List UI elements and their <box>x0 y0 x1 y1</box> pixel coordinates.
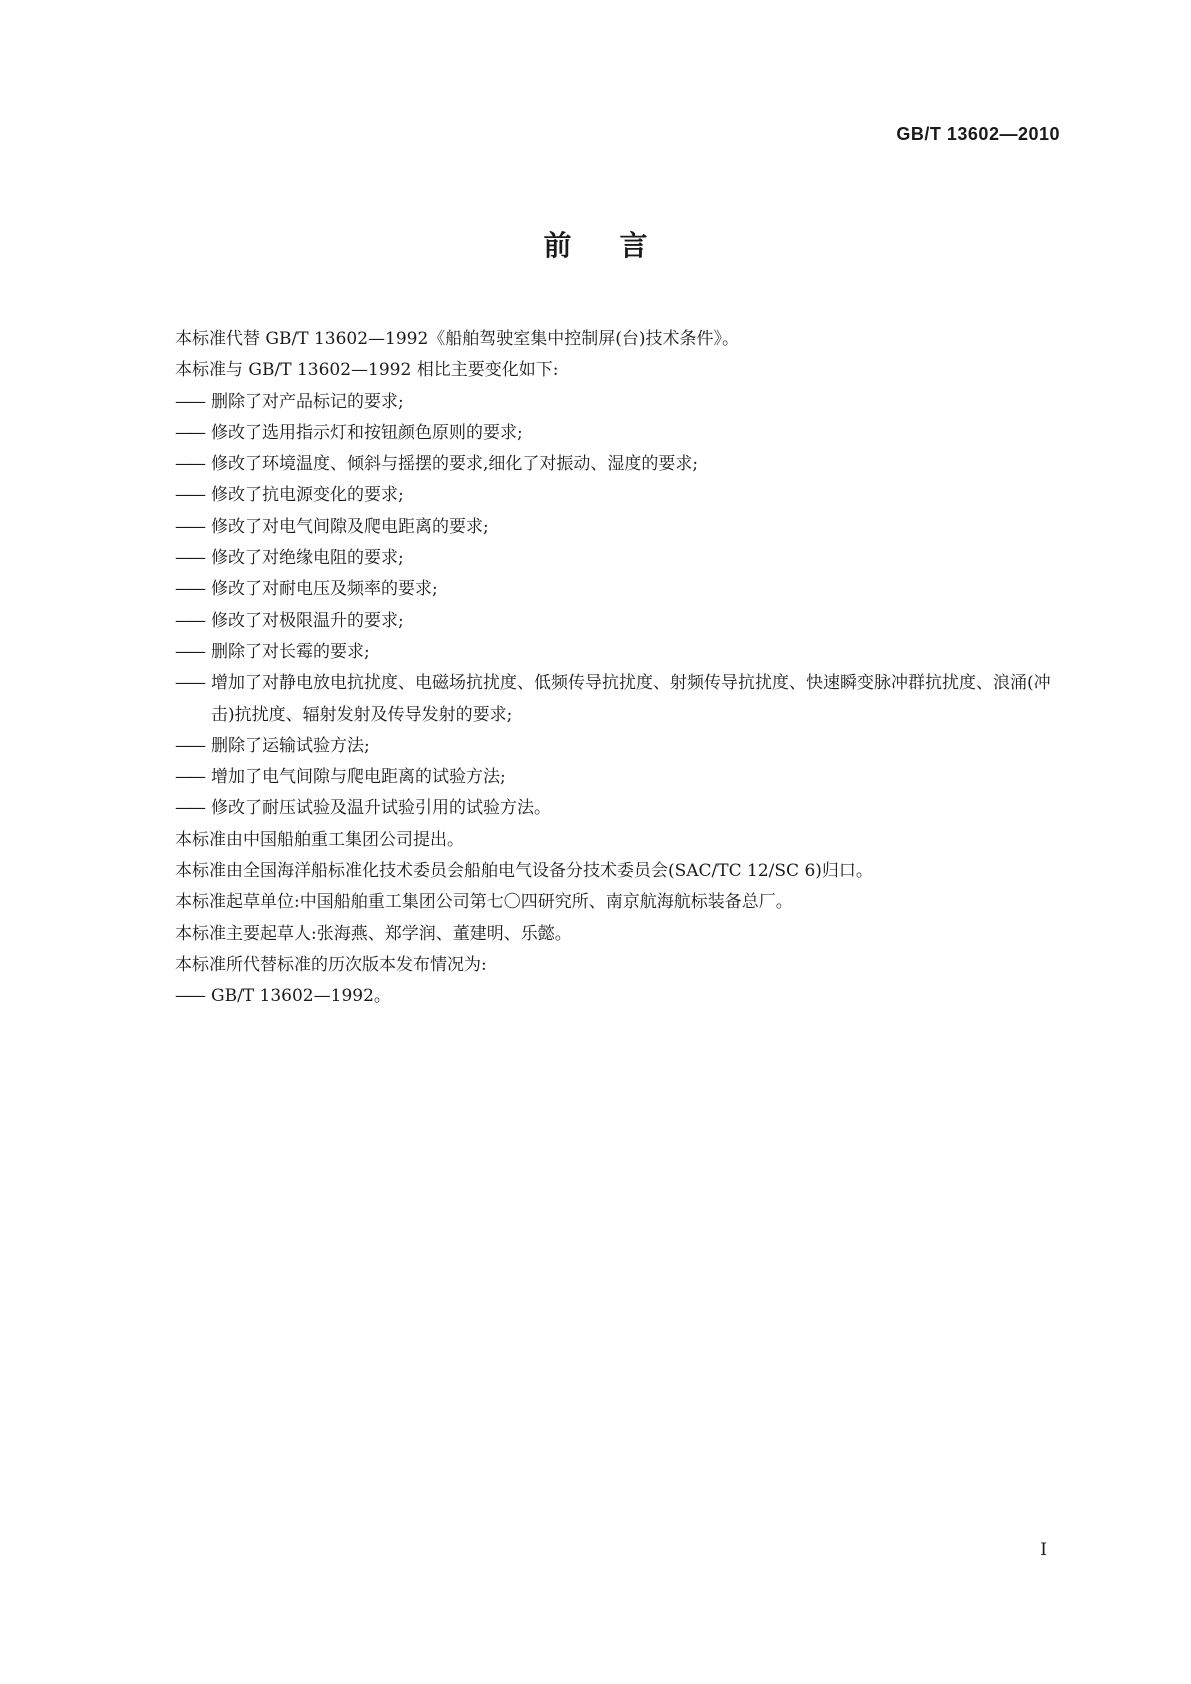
list-item <box>175 543 1067 574</box>
standard-number: GB/T 13602—2010 <box>896 124 1060 144</box>
dash-marker: —— <box>175 422 203 443</box>
dash-marker: —— <box>175 454 203 475</box>
page-number: I <box>1040 1540 1047 1560</box>
list-item-text: 修改了对电气间隙及爬电距离的要求; <box>211 516 489 537</box>
dash-marker: —— <box>175 391 203 412</box>
paragraph: 本标准主要起草人:张海燕、郑学润、董建明、乐懿。 <box>175 923 572 944</box>
list-item-text: 修改了对绝缘电阻的要求; <box>211 548 404 569</box>
paragraph: 本标准由全国海洋船标准化技术委员会船舶电气设备分技术委员会(SAC/TC 12/SC 6)归口。 <box>175 861 873 882</box>
list-item-text: 修改了环境温度、倾斜与摇摆的要求,细化了对振动、湿度的要求; <box>211 454 699 475</box>
dash-marker: —— <box>175 485 203 506</box>
paragraph: 本标准所代替标准的历次版本发布情况为: <box>175 954 487 975</box>
dash-marker: —— <box>175 579 203 600</box>
list-item-text: 修改了选用指示灯和按钮颜色原则的要求; <box>211 422 523 443</box>
list-item <box>175 731 1067 762</box>
list-item-text: 修改了对耐电压及频率的要求; <box>211 579 438 600</box>
dash-marker: —— <box>175 548 203 569</box>
dash-marker: —— <box>175 735 203 756</box>
list-item-text: 删除了运输试验方法; <box>211 735 370 756</box>
list-item <box>175 762 1067 793</box>
dash-marker: —— <box>175 610 203 631</box>
page-title: 前言 <box>543 229 696 262</box>
list-item-text: 删除了对长霉的要求; <box>211 641 370 662</box>
list-item-text: 增加了电气间隙与爬电距离的试验方法; <box>211 767 506 788</box>
list-item <box>175 606 1067 637</box>
paragraph: 本标准起草单位:中国船舶重工集团公司第七〇四研究所、南京航海航标装备总厂。 <box>175 892 793 913</box>
list-item <box>175 387 1067 418</box>
dash-marker: —— <box>175 986 203 1007</box>
list-item <box>175 574 1067 605</box>
foreword-body <box>175 324 1067 1013</box>
list-item-text: 删除了对产品标记的要求; <box>211 391 404 412</box>
list-item <box>175 793 1067 824</box>
list-item <box>175 449 1067 480</box>
list-item <box>175 637 1067 668</box>
list-item <box>175 418 1067 449</box>
paragraph: 本标准与 GB/T 13602—1992 相比主要变化如下: <box>175 360 559 381</box>
dash-marker: —— <box>175 641 203 662</box>
dash-marker: —— <box>175 516 203 537</box>
list-item <box>175 668 1067 731</box>
dash-marker: —— <box>175 798 203 819</box>
list-item-text: 增加了对静电放电抗扰度、电磁场抗扰度、低频传导抗扰度、射频传导抗扰度、快速瞬变脉冲群抗扰度、浪涌(冲击)抗扰度、辐射发射及传导发射的要求; <box>211 673 1051 725</box>
list-item-text: 修改了抗电源变化的要求; <box>211 485 404 506</box>
dash-marker: —— <box>175 673 203 694</box>
list-item <box>175 480 1067 511</box>
paragraph: 本标准代替 GB/T 13602—1992《船舶驾驶室集中控制屏(台)技术条件》。 <box>175 329 740 349</box>
list-item <box>175 512 1067 543</box>
list-item-text: 修改了对极限温升的要求; <box>211 610 404 631</box>
list-item <box>175 981 1067 1012</box>
list-item-text: GB/T 13602—1992。 <box>211 986 391 1007</box>
dash-marker: —— <box>175 767 203 788</box>
list-item-text: 修改了耐压试验及温升试验引用的试验方法。 <box>211 798 551 819</box>
paragraph: 本标准由中国船舶重工集团公司提出。 <box>175 829 464 850</box>
